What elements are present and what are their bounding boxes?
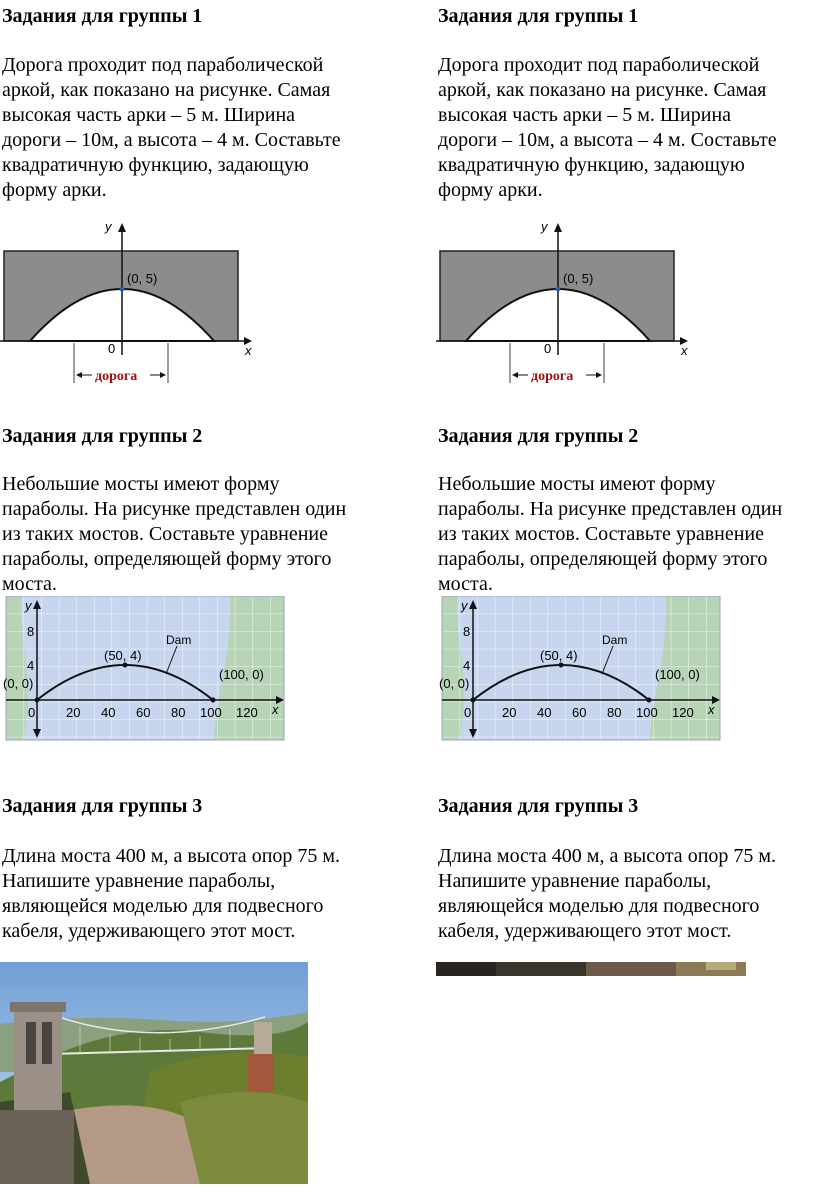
arch-figure xyxy=(436,215,696,390)
x-tick-label: 100 xyxy=(200,705,222,720)
vertex-point xyxy=(556,287,561,292)
point-start xyxy=(35,698,40,703)
road-label: дорога xyxy=(95,369,138,384)
origin-label: 0 xyxy=(108,341,116,356)
group1-text: Дорога проходит под параболической аркой, как показано на рисунке. Самая высокая часть арки – 5 м. Ширина дороги – 10м, а высота – 4 м. Составьте квадратичную функцию, задающую форму арки. xyxy=(438,54,777,201)
dam-figure xyxy=(0,596,290,742)
x-axis-label: x xyxy=(245,343,252,358)
group3-heading: Задания для группы 3 xyxy=(2,795,203,817)
point-label-start: (0, 0) xyxy=(439,676,470,691)
point-label-end: (100, 0) xyxy=(219,667,264,682)
road-arrowhead-right xyxy=(160,372,166,378)
point-label-vertex: (50, 4) xyxy=(104,648,142,663)
road-label: дорога xyxy=(531,369,574,384)
group1-text: Дорога проходит под параболической аркой, как показано на рисунке. Самая высокая часть арки – 5 м. Ширина дороги – 10м, а высота – 4 м. Составьте квадратичную функцию, задающую форму арки. xyxy=(2,54,341,201)
y-axis-arrow xyxy=(554,223,562,232)
vertex-point xyxy=(120,287,125,292)
x-tick-label: 0 xyxy=(28,705,36,720)
point-vertex xyxy=(559,663,564,668)
group3-text: Длина моста 400 м, а высота опор 75 м. Напишите уравнение параболы, являющейся моделью для подвесного кабеля, удерживающего этот мост. xyxy=(438,845,777,942)
y-axis-label: y xyxy=(461,598,468,613)
x-tick-label: 0 xyxy=(464,705,472,720)
y-tick-label: 4 xyxy=(463,658,471,673)
y-axis-label: y xyxy=(105,219,112,234)
road-arrowhead-left xyxy=(76,372,82,378)
bridge-photo-cropped xyxy=(436,962,746,976)
y-axis-arrow xyxy=(118,223,126,232)
x-tick-label: 120 xyxy=(236,705,258,720)
group2-heading: Задания для группы 2 xyxy=(438,425,639,447)
point-label-end: (100, 0) xyxy=(655,667,700,682)
group3-heading: Задания для группы 3 xyxy=(438,795,639,817)
vertex-label: (0, 5) xyxy=(563,271,594,286)
x-tick-label: 20 xyxy=(502,705,517,720)
x-axis-label: x xyxy=(708,702,715,717)
origin-label: 0 xyxy=(544,341,552,356)
group2-text: Небольшие мосты имеют форму параболы. На рисунке представлен один из таких мостов. Составьте уравнение параболы, определяющей форму этого моста. xyxy=(2,473,347,595)
x-tick-label: 80 xyxy=(607,705,622,720)
point-vertex xyxy=(123,663,128,668)
group2-heading: Задания для группы 2 xyxy=(2,425,203,447)
x-tick-label: 60 xyxy=(136,705,151,720)
road-arrowhead-right xyxy=(596,372,602,378)
dam-figure xyxy=(436,596,726,742)
point-end xyxy=(647,698,652,703)
group3-text: Длина моста 400 м, а высота опор 75 м. Напишите уравнение параболы, являющейся моделью для подвесного кабеля, удерживающего этот мост. xyxy=(2,845,341,942)
dam-callout: Dam xyxy=(602,633,628,647)
bridge-photo-strip xyxy=(436,962,746,976)
y-tick-label: 8 xyxy=(27,624,35,639)
y-tick-label: 4 xyxy=(27,658,35,673)
road-arrowhead-left xyxy=(512,372,518,378)
arch-figure xyxy=(0,215,260,390)
x-tick-label: 40 xyxy=(537,705,552,720)
x-tick-label: 20 xyxy=(66,705,81,720)
group2-text: Небольшие мосты имеют форму параболы. На рисунке представлен один из таких мостов. Составьте уравнение параболы, определяющей форму этого моста. xyxy=(438,473,783,595)
x-axis-label: x xyxy=(681,343,688,358)
vertex-label: (0, 5) xyxy=(127,271,158,286)
x-tick-label: 100 xyxy=(636,705,658,720)
point-start xyxy=(471,698,476,703)
dam-callout: Dam xyxy=(166,633,192,647)
x-tick-label: 80 xyxy=(171,705,186,720)
bridge-photo-svg xyxy=(0,962,308,1184)
x-axis-label: x xyxy=(272,702,279,717)
y-axis-label: y xyxy=(25,598,32,613)
point-label-vertex: (50, 4) xyxy=(540,648,578,663)
x-tick-label: 120 xyxy=(672,705,694,720)
y-axis-label: y xyxy=(541,219,548,234)
x-tick-label: 60 xyxy=(572,705,587,720)
point-end xyxy=(211,698,216,703)
group1-heading: Задания для группы 1 xyxy=(438,5,639,27)
point-label-start: (0, 0) xyxy=(3,676,34,691)
y-tick-label: 8 xyxy=(463,624,471,639)
bridge-photo xyxy=(0,962,308,1184)
group1-heading: Задания для группы 1 xyxy=(2,5,203,27)
x-tick-label: 40 xyxy=(101,705,116,720)
